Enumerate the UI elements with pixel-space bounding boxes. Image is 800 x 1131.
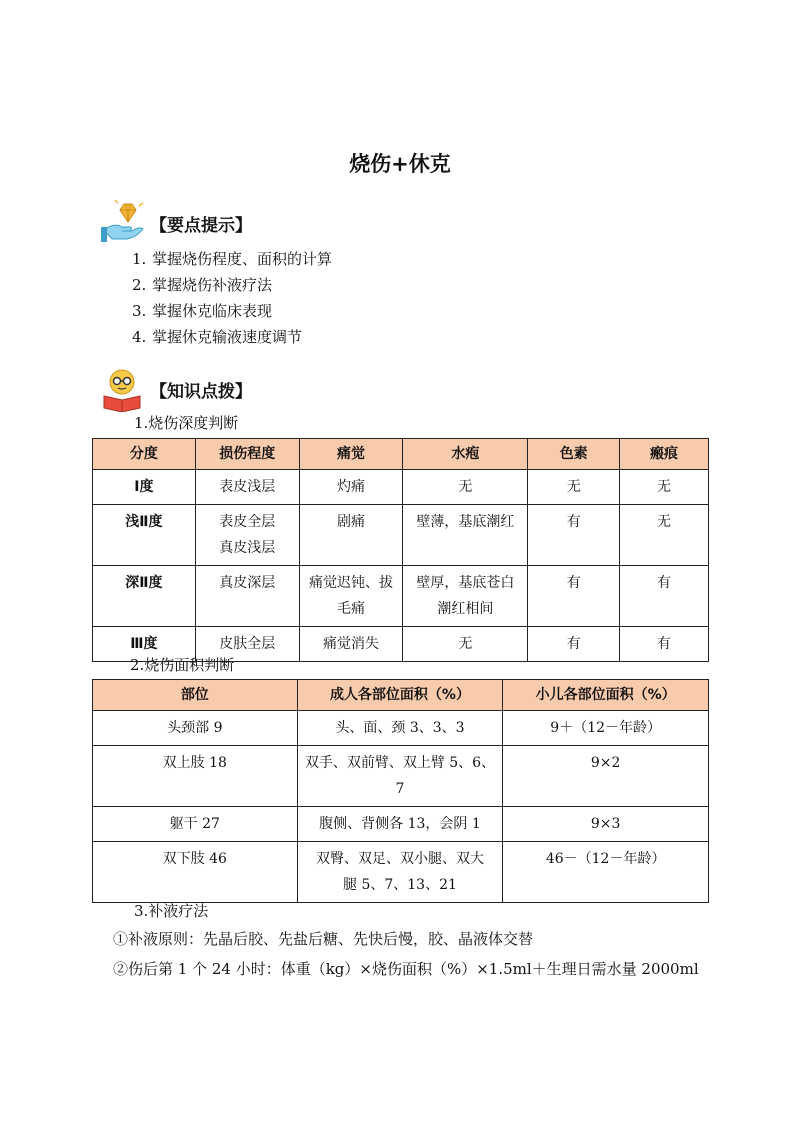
fluid-principle-line: ①补液原则：先晶后胶、先盐后糖、先快后慢，胶、晶液体交替 [113,930,534,948]
page-title: 烧伤+休克 [349,152,451,176]
column-header: 痛觉 [299,439,403,470]
blister-cell: 壁厚，基底苍白 潮红相间 [403,566,528,627]
table-row [93,711,709,746]
reading-student-icon [100,366,146,412]
burn-area-table [92,679,709,903]
column-header: 部位 [93,680,298,711]
column-header: 水疱 [403,439,528,470]
part-cell: 双下肢 46 [93,842,298,903]
blister-cell: 无 [403,470,528,505]
pain-cell: 灼痛 [299,470,403,505]
child-area-cell: 9×2 [503,746,709,807]
table-row [93,842,709,903]
table-header-row [93,680,709,711]
pain-cell: 剧痛 [299,505,403,566]
damage-cell: 皮肤全层 [195,627,299,662]
key-points-list [132,246,332,350]
scar-cell: 有 [620,627,709,662]
pigment-cell: 无 [528,470,620,505]
list-item: 2. 掌握烧伤补液疗法 [132,276,273,294]
burn-depth-table [92,438,709,662]
column-header: 成人各部位面积（%） [297,680,503,711]
area-subtitle: 2.烧伤面积判断 [130,656,235,674]
child-area-cell: 9×3 [503,807,709,842]
pain-cell: 痛觉消失 [299,627,403,662]
damage-cell: 表皮全层 真皮浅层 [195,505,299,566]
knowledge-header [100,372,252,406]
table-row [93,807,709,842]
degree-cell: 深Ⅱ度 [93,566,196,627]
key-points-header [100,206,252,240]
list-item: 1. 掌握烧伤程度、面积的计算 [132,250,333,268]
knowledge-heading: 【知识点拨】 [150,381,252,402]
adult-area-cell: 腹侧、背侧各 13，会阴 1 [297,807,503,842]
damage-cell: 真皮深层 [195,566,299,627]
child-area-cell: 9＋（12－年龄） [503,711,709,746]
scar-cell: 无 [620,505,709,566]
table-row [93,566,709,627]
column-header: 瘢痕 [620,439,709,470]
table-row [93,505,709,566]
pigment-cell: 有 [528,566,620,627]
fluid-formula-line: ②伤后第 1 个 24 小时：体重（kg）×烧伤面积（%）×1.5ml＋生理日需水量 2000ml [113,960,699,978]
column-header: 损伤程度 [195,439,299,470]
part-cell: 躯干 27 [93,807,298,842]
part-cell: 双上肢 18 [93,746,298,807]
fluid-subtitle: 3.补液疗法 [134,902,209,920]
depth-subtitle: 1.烧伤深度判断 [134,414,239,432]
table-row [93,470,709,505]
blister-cell: 无 [403,627,528,662]
key-points-heading: 【要点提示】 [150,215,252,236]
adult-area-cell: 双手、双前臂、双上臂 5、6、 7 [297,746,503,807]
adult-area-cell: 头、面、颈 3、3、3 [297,711,503,746]
list-item: 3. 掌握休克临床表现 [132,302,273,320]
damage-cell: 表皮浅层 [195,470,299,505]
degree-cell: 浅Ⅱ度 [93,505,196,566]
list-item: 4. 掌握休克输液速度调节 [132,328,303,346]
scar-cell: 有 [620,566,709,627]
pain-cell: 痛觉迟钝、拔 毛痛 [299,566,403,627]
child-area-cell: 46－（12－年龄） [503,842,709,903]
pigment-cell: 有 [528,627,620,662]
table-header-row [93,439,709,470]
table-row [93,746,709,807]
degree-cell: Ⅲ度 [93,627,196,662]
hand-diamond-icon [100,200,146,246]
part-cell: 头颈部 9 [93,711,298,746]
scar-cell: 无 [620,470,709,505]
blister-cell: 壁薄，基底潮红 [403,505,528,566]
pigment-cell: 有 [528,505,620,566]
degree-cell: Ⅰ度 [93,470,196,505]
column-header: 小儿各部位面积（%） [503,680,709,711]
adult-area-cell: 双臀、双足、双小腿、双大 腿 5、7、13、21 [297,842,503,903]
column-header: 色素 [528,439,620,470]
column-header: 分度 [93,439,196,470]
